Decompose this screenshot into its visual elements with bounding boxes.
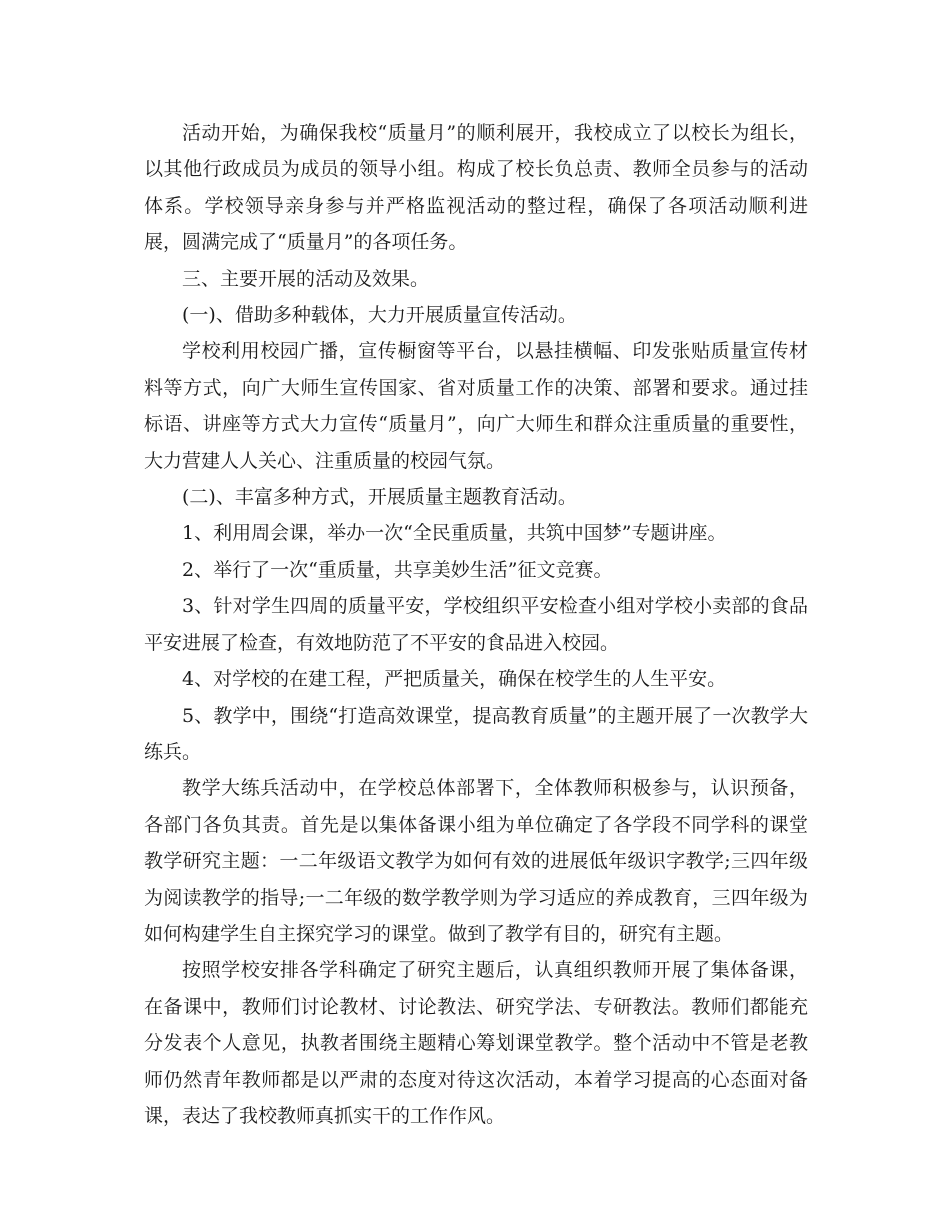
list-item-5: 5、教学中，围绕“打造高效课堂，提高教育质量”的主题开展了一次教学大练兵。 xyxy=(144,704,808,763)
document-body xyxy=(144,115,808,1134)
subsection-heading-2: (二)、丰富多种方式，开展质量主题教育活动。 xyxy=(182,486,577,509)
list-item-1: 1、利用周会课，举办一次“全民重质量，共筑中国梦”专题讲座。 xyxy=(182,522,727,545)
list-item-2: 2、举行了一次“重质量，共享美妙生活”征文竞赛。 xyxy=(182,558,613,581)
list-item-4: 4、对学校的在建工程，严把质量关，确保在校学生的人生平安。 xyxy=(182,668,727,691)
paragraph-publicity: 学校利用校园广播，宣传橱窗等平台，以悬挂横幅、印发张贴质量宣传材料等方式，向广大师生宣传国家、省对质量工作的决策、部署和要求。通过挂标语、讲座等方式大力宣传“质量月”，向广大师生和群众注重质量的重要性，大力营建人人关心、注重质量的校园气氛。 xyxy=(144,340,808,472)
subsection-heading-1: (一)、借助多种载体，大力开展质量宣传活动。 xyxy=(182,304,577,327)
paragraph-lesson-prep: 按照学校安排各学科确定了研究主题后，认真组织教师开展了集体备课，在备课中，教师们讨论教材、讨论教法、研究学法、专研教法。教师们都能充分发表个人意见，执教者围绕主题精心筹划课堂教学。整个活动中不管是老教师仍然青年教师都是以严肃的态度对待这次活动，本着学习提高的心态面对备课，表达了我校教师真抓实干的工作作风。 xyxy=(144,959,808,1127)
list-item-3: 3、针对学生四周的质量平安，学校组织平安检查小组对学校小卖部的食品平安进展了检查，有效地防范了不平安的食品进入校园。 xyxy=(144,595,808,654)
paragraph-intro: 活动开始，为确保我校“质量月”的顺利展开，我校成立了以校长为组长，以其他行政成员为成员的领导小组。构成了校长负总责、教师全员参与的活动体系。学校领导亲身参与并严格监视活动的整过程，确保了各项活动顺利进展，圆满完成了“质量月”的各项任务。 xyxy=(144,122,808,254)
paragraph-teaching-drill: 教学大练兵活动中，在学校总体部署下，全体教师积极参与，认识预备，各部门各负其责。首先是以集体备课小组为单位确定了各学段不同学科的课堂教学研究主题：一二年级语文教学为如何有效的进展低年级识字教学;三四年级为阅读教学的指导;一二年级的数学教学则为学习适应的养成教育，三四年级为如何构建学生自主探究学习的课堂。做到了教学有目的，研究有主题。 xyxy=(144,777,808,945)
section-heading-3: 三、主要开展的活动及效果。 xyxy=(182,267,430,290)
